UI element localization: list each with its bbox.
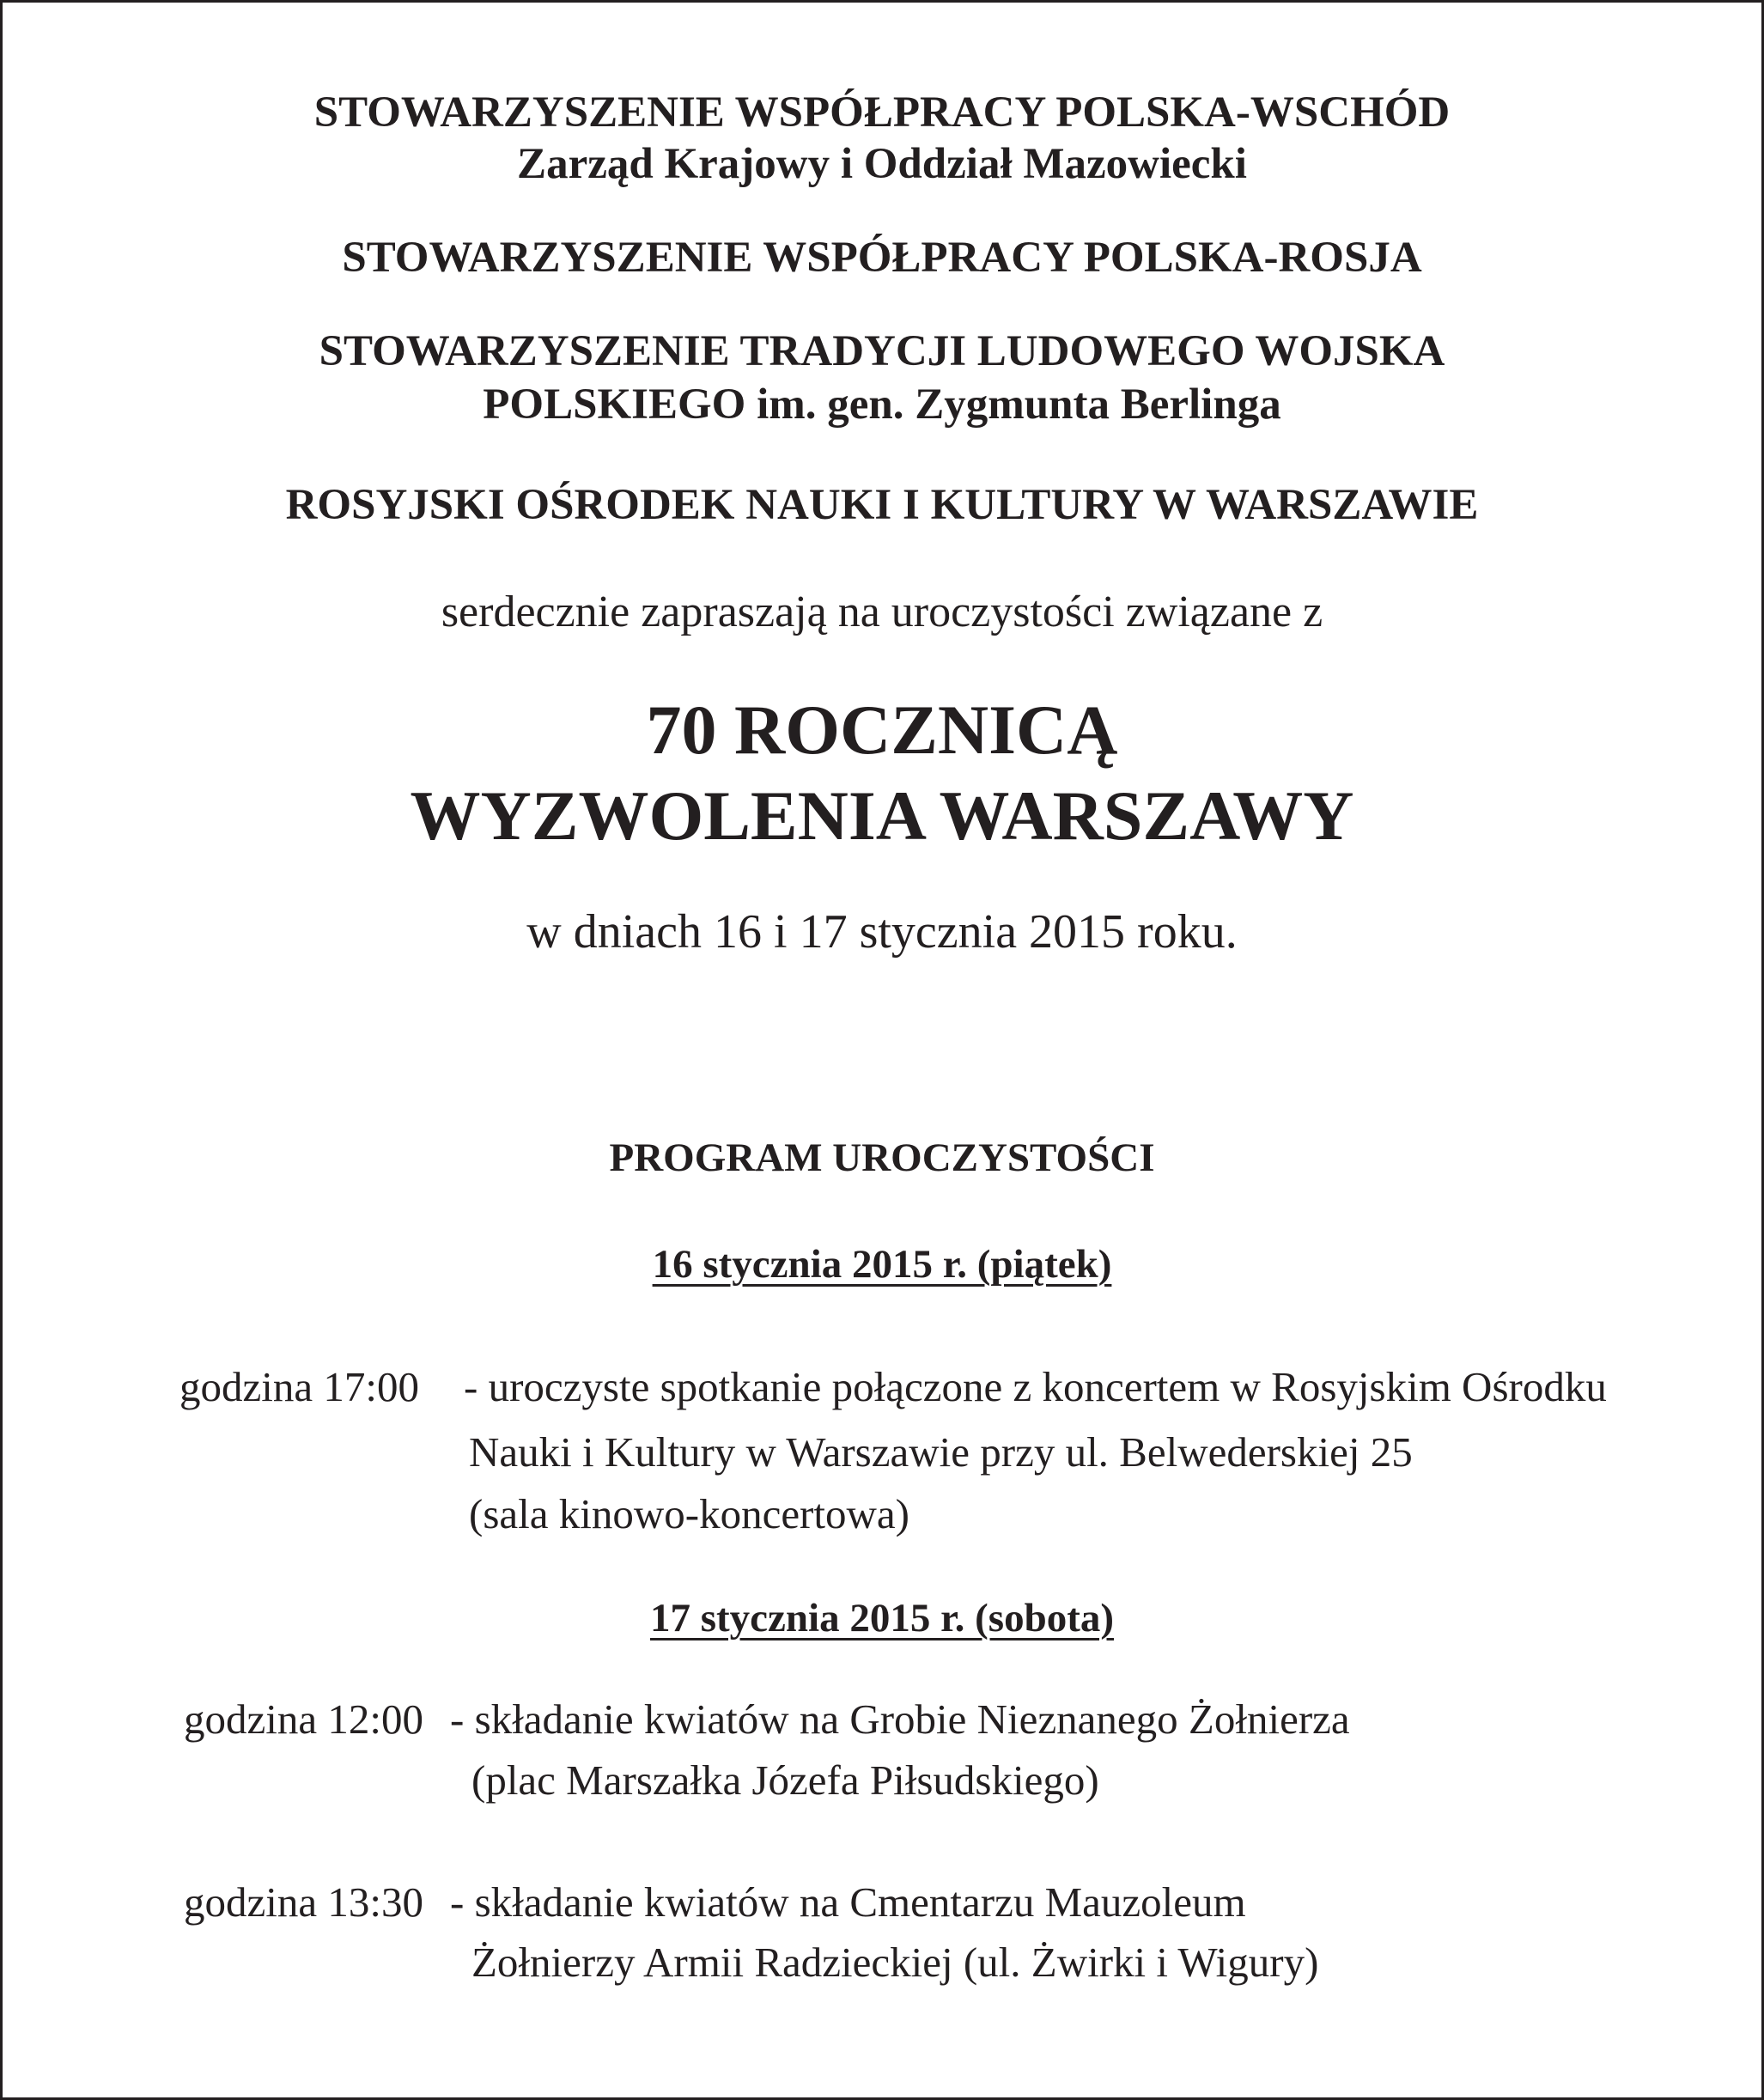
event-2-time: godzina 12:00 (184, 1695, 423, 1743)
event-3-line1: - składanie kwiatów na Cmentarzu Mauzoleum (450, 1878, 1246, 1926)
event-title-line1: 70 ROCZNICĄ (646, 691, 1118, 769)
day-1-heading: 16 stycznia 2015 r. (piątek) (652, 1242, 1112, 1287)
organizer-3-name-line2: POLSKIEGO im. gen. Zygmunta Berlinga (483, 380, 1281, 429)
event-1-time: godzina 17:00 (179, 1363, 419, 1410)
event-title-line2: WYZWOLENIA WARSZAWY (410, 776, 1354, 855)
event-2-line1: - składanie kwiatów na Grobie Nieznanego Żołnierza (450, 1695, 1350, 1743)
organizer-4-name: ROSYJSKI OŚRODEK NAUKI I KULTURY W WARSZAWIE (285, 481, 1479, 529)
event-1-line1: - uroczyste spotkanie połączone z koncertem w Rosyjskim Ośrodku (464, 1363, 1607, 1410)
event-2-line2: (plac Marszałka Józefa Piłsudskiego) (471, 1756, 1099, 1804)
organizer-3-name-line1: STOWARZYSZENIE TRADYCJI LUDOWEGO WOJSKA (319, 327, 1445, 375)
event-dates: w dniach 16 i 17 stycznia 2015 roku. (526, 905, 1238, 959)
day-2-heading: 17 stycznia 2015 r. (sobota) (649, 1596, 1115, 1640)
organizer-1-subtitle: Zarząd Krajowy i Oddział Mazowiecki (517, 140, 1247, 188)
event-1-line2: Nauki i Kultury w Warszawie przy ul. Belwederskiej 25 (469, 1428, 1413, 1476)
event-1-line3: (sala kinowo-koncertowa) (469, 1490, 909, 1537)
program-heading: PROGRAM UROCZYSTOŚCI (609, 1135, 1155, 1180)
organizer-1-name: STOWARZYSZENIE WSPÓŁPRACY POLSKA-WSCHÓD (313, 88, 1451, 137)
organizer-2-name: STOWARZYSZENIE WSPÓŁPRACY POLSKA-ROSJA (342, 234, 1422, 282)
event-3-time: godzina 13:30 (184, 1878, 423, 1926)
invitation-intro: serdecznie zapraszają na uroczystości związane z (441, 587, 1323, 636)
event-3-line2: Żołnierzy Armii Radzieckiej (ul. Żwirki i Wigury) (471, 1939, 1319, 1986)
